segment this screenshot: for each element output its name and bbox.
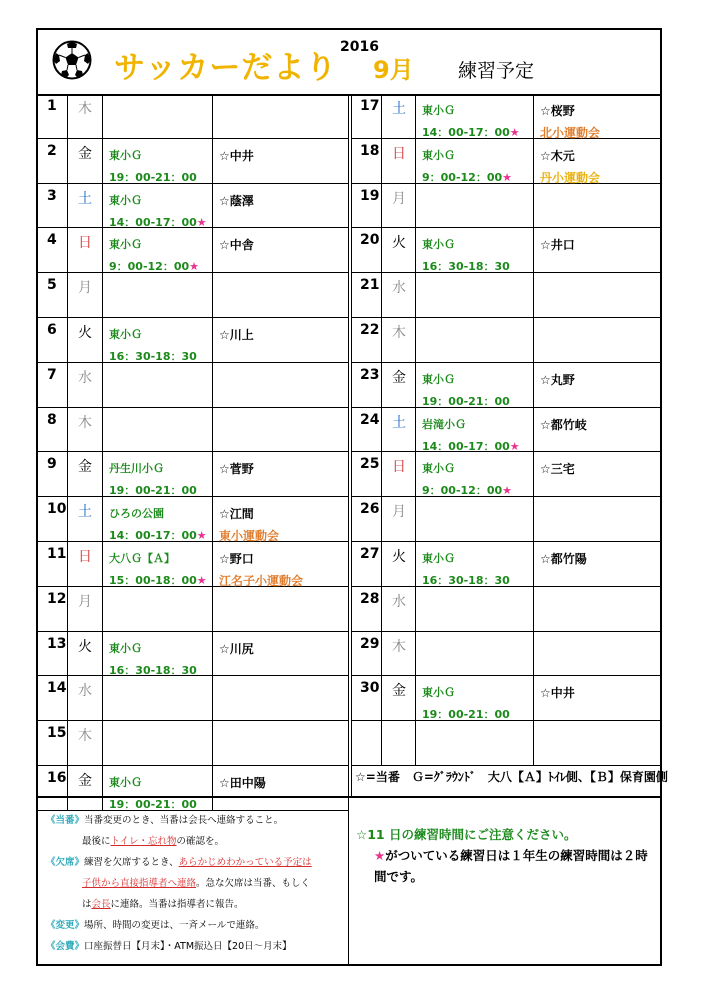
calendar-row <box>38 542 348 587</box>
notes-left <box>46 810 346 957</box>
duty-person: ☆田中陽 <box>219 776 266 790</box>
practice-cell <box>103 139 213 183</box>
notes-section <box>38 796 660 966</box>
practice-time: 15：00-18：00★ <box>109 574 207 587</box>
calendar-row <box>351 542 662 587</box>
note-caution: ☆11 日の練習時間にご注意ください。 <box>356 827 577 842</box>
weekday <box>382 721 416 765</box>
weekday: 水 <box>68 363 103 407</box>
weekday: 金 <box>382 363 416 407</box>
practice-time: 14：00-17：00★ <box>422 126 520 139</box>
duty-cell <box>534 94 662 138</box>
calendar-row <box>351 497 662 542</box>
henkou-label: 《変更》 <box>46 920 85 931</box>
weekday: 木 <box>68 408 103 452</box>
duty-cell <box>534 228 662 272</box>
practice-time: 19：00-21：00 <box>109 484 197 498</box>
weekday: 金 <box>68 452 103 496</box>
duty-person: ☆菅野 <box>219 462 254 477</box>
weekday: 月 <box>68 273 103 317</box>
day-number: 10 <box>38 497 68 541</box>
calendar-row <box>351 721 662 766</box>
day-number: 16 <box>38 766 68 810</box>
duty-cell <box>534 363 662 407</box>
duty-cell <box>534 542 662 586</box>
practice-cell <box>416 94 534 138</box>
day-number: 9 <box>38 452 68 496</box>
day-number: 30 <box>351 676 382 720</box>
calendar-row <box>38 318 348 363</box>
note-toban <box>46 810 346 831</box>
practice-time: 14：00-17：00★ <box>422 439 520 453</box>
note-star-text: がついている練習日は１年生の練習時間は２時 <box>385 848 648 863</box>
practice-time: 19：00-21：00 <box>109 798 197 811</box>
duty-person: ☆丸野 <box>540 372 575 387</box>
duty-cell <box>534 318 662 362</box>
calendar-row <box>351 408 662 453</box>
duty-person: ☆中舎 <box>219 238 254 253</box>
practice-location: 東小Ｇ <box>422 104 455 117</box>
duty-cell <box>213 139 348 183</box>
weekday: 日 <box>382 139 416 183</box>
calendar-row <box>351 587 662 632</box>
kesseki-text-3c: に連絡。当番は指導者に報告。 <box>110 899 244 910</box>
note-star <box>356 845 656 866</box>
column-divider-inner <box>351 94 352 796</box>
day-number: 22 <box>351 318 382 362</box>
duty-cell <box>213 228 348 272</box>
practice-time: 14：00-17：00★ <box>109 529 207 543</box>
practice-cell <box>103 273 213 317</box>
duty-person: ☆桜野 <box>540 104 575 118</box>
duty-cell <box>534 452 662 496</box>
toban-text: 当番変更のとき、当番は会長へ連絡すること。 <box>84 815 284 826</box>
calendar-row <box>38 632 348 677</box>
practice-cell <box>416 632 534 676</box>
practice-location: 東小Ｇ <box>422 462 455 476</box>
practice-location: 岩滝小Ｇ <box>422 417 466 431</box>
practice-location: 東小Ｇ <box>422 238 455 252</box>
duty-person: ☆都竹岐 <box>540 417 587 432</box>
duty-person: ☆蔭澤 <box>219 193 254 208</box>
practice-cell <box>416 273 534 317</box>
practice-location: 東小Ｇ <box>109 328 142 341</box>
day-number: 4 <box>38 228 68 272</box>
weekday: 月 <box>68 587 103 631</box>
duty-cell <box>213 676 348 720</box>
weekday: 火 <box>68 318 103 362</box>
practice-time: 19：00-21：00 <box>422 394 510 408</box>
plan-label: 練習予定 <box>458 60 535 82</box>
practice-cell <box>103 363 213 407</box>
practice-cell <box>103 587 213 631</box>
day-number: 13 <box>38 632 68 676</box>
day-number: 18 <box>351 139 382 183</box>
duty-cell <box>213 318 348 362</box>
day-number <box>351 721 382 765</box>
day-number: 17 <box>351 94 382 138</box>
duty-cell <box>213 497 348 544</box>
day-number: 19 <box>351 184 382 228</box>
note-kesseki-2 <box>46 873 346 894</box>
duty-cell <box>213 632 348 676</box>
practice-cell <box>416 408 534 452</box>
practice-cell <box>416 497 534 541</box>
practice-cell <box>103 721 213 765</box>
practice-cell <box>416 139 534 183</box>
day-number: 27 <box>351 542 382 586</box>
calendar-row <box>38 452 348 497</box>
weekday: 水 <box>382 587 416 631</box>
day-number: 3 <box>38 184 68 228</box>
duty-cell <box>534 273 662 317</box>
calendar-row <box>38 676 348 721</box>
practice-time: 9：00-12：00★ <box>422 484 513 498</box>
kesseki-text-1a: 練習を欠席するとき、 <box>84 857 179 868</box>
practice-cell <box>416 721 534 765</box>
calendar-row <box>351 632 662 677</box>
practice-time: 16：30-18：30 <box>422 574 510 587</box>
practice-location: 東小Ｇ <box>422 686 455 700</box>
notes-divider <box>348 798 349 966</box>
practice-location: 東小Ｇ <box>109 148 142 162</box>
day-number: 28 <box>351 587 382 631</box>
duty-cell <box>213 184 348 228</box>
calendar-row <box>38 587 348 632</box>
kaihi-label: 《会費》 <box>46 941 85 952</box>
day-number: 11 <box>38 542 68 586</box>
kaihi-text: 口座振替日【月末】・ATM振込日【20日～月末】 <box>84 941 292 952</box>
duty-cell <box>534 721 662 765</box>
duty-person: ☆江間 <box>219 507 254 522</box>
duty-person: ☆中井 <box>219 148 254 163</box>
duty-cell <box>213 542 348 586</box>
note-henkou <box>46 915 346 936</box>
note-star-2: 間です。 <box>374 869 424 884</box>
practice-location: 東小Ｇ <box>109 193 142 207</box>
event: 東小運動会 <box>219 529 280 544</box>
day-number: 5 <box>38 273 68 317</box>
kesseki-text-2b: 。急な欠席は当番、もしく <box>196 878 311 889</box>
day-number: 6 <box>38 318 68 362</box>
day-number: 8 <box>38 408 68 452</box>
weekday: 月 <box>382 497 416 541</box>
weekday: 土 <box>68 184 103 228</box>
calendar-row <box>351 273 662 318</box>
duty-person: ☆中井 <box>540 686 575 701</box>
practice-time: 9：00-12：00★ <box>422 170 513 184</box>
day-number: 1 <box>38 94 68 138</box>
practice-location: 東小Ｇ <box>422 372 455 386</box>
notes-right <box>356 824 656 887</box>
column-divider <box>348 94 349 796</box>
weekday: 木 <box>68 94 103 138</box>
duty-person: ☆井口 <box>540 238 575 253</box>
star-icon: ★ <box>502 170 513 184</box>
practice-time: 9：00-12：00★ <box>109 260 200 274</box>
day-number: 21 <box>351 273 382 317</box>
kesseki-label: 《欠席》 <box>46 857 85 868</box>
practice-cell <box>416 676 534 720</box>
duty-cell <box>213 452 348 496</box>
calendar-row <box>38 94 348 139</box>
duty-person: ☆三宅 <box>540 462 575 477</box>
duty-person: ☆川尻 <box>219 641 254 656</box>
duty-cell <box>534 408 662 452</box>
practice-cell <box>416 228 534 272</box>
practice-cell <box>416 452 534 496</box>
practice-cell <box>103 452 213 496</box>
practice-location: 東小Ｇ <box>109 238 142 252</box>
practice-location: 東小Ｇ <box>422 148 455 162</box>
practice-time: 16：30-18：30 <box>422 260 510 274</box>
duty-cell <box>534 676 662 720</box>
duty-cell <box>213 721 348 765</box>
day-number: 14 <box>38 676 68 720</box>
practice-location: 丹生川小Ｇ <box>109 462 164 476</box>
henkou-text: 場所、時間の変更は、一斉メールで連絡。 <box>84 920 265 931</box>
weekday: 日 <box>382 452 416 496</box>
kesseki-text-1b: あらかじめわかっている予定は <box>178 857 312 868</box>
legend: ☆=当番 Ｇ=ｸﾞﾗｳﾝﾄﾞ 大八【Ａ】ﾄｲﾚ側、【Ｂ】保育園側 <box>355 770 668 784</box>
duty-cell <box>213 587 348 631</box>
kesseki-text-3b: 会長 <box>91 899 111 910</box>
practice-cell <box>103 228 213 272</box>
practice-cell <box>103 676 213 720</box>
day-number: 7 <box>38 363 68 407</box>
day-number: 15 <box>38 721 68 765</box>
note-kesseki <box>46 852 346 873</box>
weekday: 火 <box>68 632 103 676</box>
weekday: 日 <box>68 228 103 272</box>
weekday: 土 <box>382 94 416 138</box>
duty-person: ☆木元 <box>540 148 575 163</box>
practice-time: 19：00-21：00 <box>422 708 510 722</box>
duty-cell <box>534 587 662 631</box>
duty-cell <box>534 139 662 183</box>
weekday: 水 <box>382 273 416 317</box>
duty-person: ☆川上 <box>219 328 254 342</box>
calendar-row <box>351 363 662 408</box>
toban-text-2a: 最後に <box>82 836 111 847</box>
duty-person: ☆野口 <box>219 552 254 566</box>
toban-label: 《当番》 <box>46 815 85 826</box>
kesseki-text-2a: 子供から直接指導者へ連絡 <box>82 878 197 889</box>
calendar-row <box>351 676 662 721</box>
practice-cell <box>416 542 534 586</box>
calendar-row <box>351 228 662 273</box>
weekday: 土 <box>68 497 103 541</box>
kesseki-text-3a: は <box>82 899 92 910</box>
duty-cell <box>213 408 348 452</box>
practice-cell <box>416 363 534 407</box>
practice-cell <box>103 318 213 362</box>
day-number: 2 <box>38 139 68 183</box>
duty-cell <box>213 273 348 317</box>
duty-cell <box>534 632 662 676</box>
soccer-ball-icon <box>52 40 92 80</box>
schedule-frame <box>36 28 668 966</box>
practice-location: ひろの公園 <box>109 507 164 521</box>
calendar-row <box>38 363 348 408</box>
calendar-row <box>38 497 348 542</box>
practice-cell <box>103 184 213 228</box>
calendar-row <box>351 318 662 363</box>
practice-cell <box>416 587 534 631</box>
year-label: 2016 <box>340 39 379 55</box>
toban-text-2b: トイレ・忘れ物 <box>110 836 177 847</box>
month-label: 9月 <box>373 56 414 84</box>
practice-location: 大八Ｇ【Ａ】 <box>109 552 175 565</box>
weekday: 火 <box>382 228 416 272</box>
note-kesseki-3 <box>46 894 346 915</box>
weekday: 月 <box>382 184 416 228</box>
star-icon: ★ <box>196 574 207 587</box>
practice-cell <box>416 318 534 362</box>
weekday: 金 <box>382 676 416 720</box>
practice-location: 東小Ｇ <box>109 641 142 655</box>
calendar-row <box>351 139 662 184</box>
weekday: 木 <box>382 318 416 362</box>
weekday: 日 <box>68 542 103 586</box>
duty-cell <box>213 363 348 407</box>
day-number: 25 <box>351 452 382 496</box>
event: 丹小運動会 <box>540 170 601 185</box>
newsletter-title: サッカーだより <box>114 50 338 86</box>
calendar-row <box>38 273 348 318</box>
weekday: 金 <box>68 139 103 183</box>
star-icon: ★ <box>189 260 200 274</box>
star-icon: ★ <box>502 484 513 498</box>
star-icon: ★ <box>509 126 520 139</box>
practice-cell <box>103 408 213 452</box>
practice-location: 東小Ｇ <box>422 552 455 565</box>
practice-time: 16：30-18：30 <box>109 663 197 677</box>
day-number: 23 <box>351 363 382 407</box>
weekday: 火 <box>382 542 416 586</box>
header <box>38 30 660 96</box>
practice-time: 16：30-18：30 <box>109 350 197 363</box>
day-number: 24 <box>351 408 382 452</box>
event: 北小運動会 <box>540 126 601 140</box>
calendar-row <box>351 452 662 497</box>
practice-cell <box>103 94 213 138</box>
practice-cell <box>103 632 213 676</box>
duty-cell <box>213 94 348 138</box>
practice-cell <box>103 497 213 541</box>
calendar-row <box>38 228 348 273</box>
practice-time: 14：00-17：00★ <box>109 215 207 229</box>
calendar-row <box>351 184 662 229</box>
calendar-row <box>38 721 348 766</box>
calendar-row <box>38 139 348 184</box>
duty-person: ☆都竹陽 <box>540 552 587 566</box>
calendar-row <box>38 408 348 453</box>
weekday: 木 <box>68 721 103 765</box>
weekday: 土 <box>382 408 416 452</box>
practice-cell <box>416 184 534 228</box>
toban-text-2c: の確認を。 <box>176 836 225 847</box>
practice-time: 19：00-21：00 <box>109 170 197 184</box>
weekday: 木 <box>382 632 416 676</box>
day-number: 29 <box>351 632 382 676</box>
calendar-row <box>351 94 662 139</box>
calendar-row <box>38 184 348 229</box>
day-number: 20 <box>351 228 382 272</box>
duty-cell <box>534 497 662 541</box>
event: 江名子小運動会 <box>219 574 304 588</box>
star-icon: ★ <box>509 439 520 453</box>
weekday: 水 <box>68 676 103 720</box>
practice-location: 東小Ｇ <box>109 776 142 789</box>
day-number: 12 <box>38 587 68 631</box>
star-icon: ★ <box>196 215 207 229</box>
practice-cell <box>103 542 213 586</box>
day-number: 26 <box>351 497 382 541</box>
star-icon: ★ <box>374 848 386 863</box>
weekday: 金 <box>68 766 103 810</box>
note-kaihi <box>46 936 346 957</box>
star-icon: ★ <box>196 529 207 543</box>
duty-cell <box>534 184 662 228</box>
note-toban-2 <box>46 831 346 852</box>
